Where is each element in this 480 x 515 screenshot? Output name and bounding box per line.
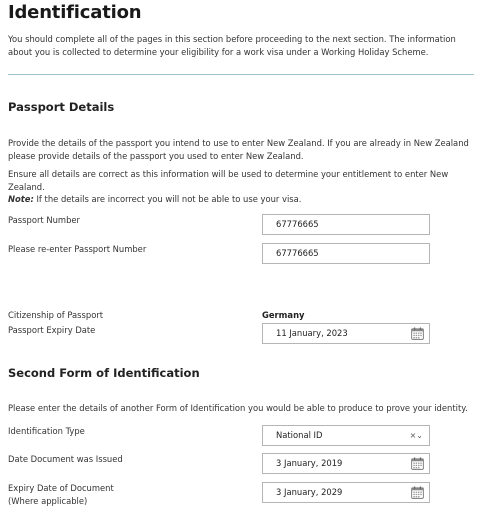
- citizenship-label: Citizenship of Passport: [8, 310, 104, 320]
- chevron-updown-icon[interactable]: ⌄: [416, 431, 423, 440]
- second-id-instructions: Please enter the details of another Form of Identification you would be able to produce to prove your identity.: [8, 403, 468, 413]
- calendar-icon[interactable]: [411, 327, 424, 340]
- issued-date-value: 3 January, 2019: [276, 458, 343, 468]
- passport-warning: [8, 168, 474, 206]
- passport-warning-text: Ensure all details are correct as this information will be used to determine your entitlement to enter New Zealand.: [8, 169, 449, 192]
- issued-date-input[interactable]: [262, 453, 430, 474]
- passport-section-title: Passport Details: [8, 100, 115, 114]
- id-type-value: National ID: [276, 430, 323, 440]
- passport-instructions: Provide the details of the passport you intend to use to enter New Zealand. If you are already in New Zealand please provide details of the passport you used to enter New Zealand.: [8, 138, 469, 161]
- select-controls: [410, 426, 423, 445]
- passport-expiry-label: Passport Expiry Date: [8, 325, 96, 335]
- doc-expiry-sublabel: (Where applicable): [8, 495, 88, 506]
- id-type-label: Identification Type: [8, 426, 85, 436]
- page-title: Identification: [8, 2, 142, 23]
- passport-number-value: 67776665: [276, 219, 319, 229]
- passport-reenter-value: 67776665: [276, 248, 319, 258]
- second-id-section-title: Second Form of Identification: [8, 366, 200, 380]
- clear-icon[interactable]: ×: [409, 431, 417, 440]
- id-type-select[interactable]: [262, 425, 430, 446]
- intro-text: You should complete all of the pages in this section before proceeding to the next section. The information about you is collected to determine your eligibility for a work visa under a Working Holiday Scheme.: [8, 34, 456, 57]
- doc-expiry-label: [8, 482, 114, 507]
- passport-number-input[interactable]: [262, 214, 430, 235]
- divider: [8, 74, 474, 75]
- doc-expiry-label-text: Expiry Date of Document: [8, 483, 114, 493]
- passport-expiry-date-input[interactable]: [262, 323, 430, 344]
- doc-expiry-value: 3 January, 2029: [276, 487, 343, 497]
- passport-number-label: Passport Number: [8, 215, 81, 225]
- calendar-icon[interactable]: [411, 457, 424, 470]
- issued-date-label: Date Document was Issued: [8, 454, 123, 464]
- passport-reenter-label: Please re-enter Passport Number: [8, 244, 147, 254]
- calendar-icon[interactable]: [411, 486, 424, 499]
- citizenship-value: Germany: [262, 310, 305, 320]
- note-text: If the details are incorrect you will not be able to use your visa.: [33, 194, 302, 204]
- note-label: Note:: [8, 194, 34, 204]
- passport-expiry-value: 11 January, 2023: [276, 328, 348, 338]
- doc-expiry-date-input[interactable]: [262, 482, 430, 503]
- passport-reenter-input[interactable]: [262, 243, 430, 264]
